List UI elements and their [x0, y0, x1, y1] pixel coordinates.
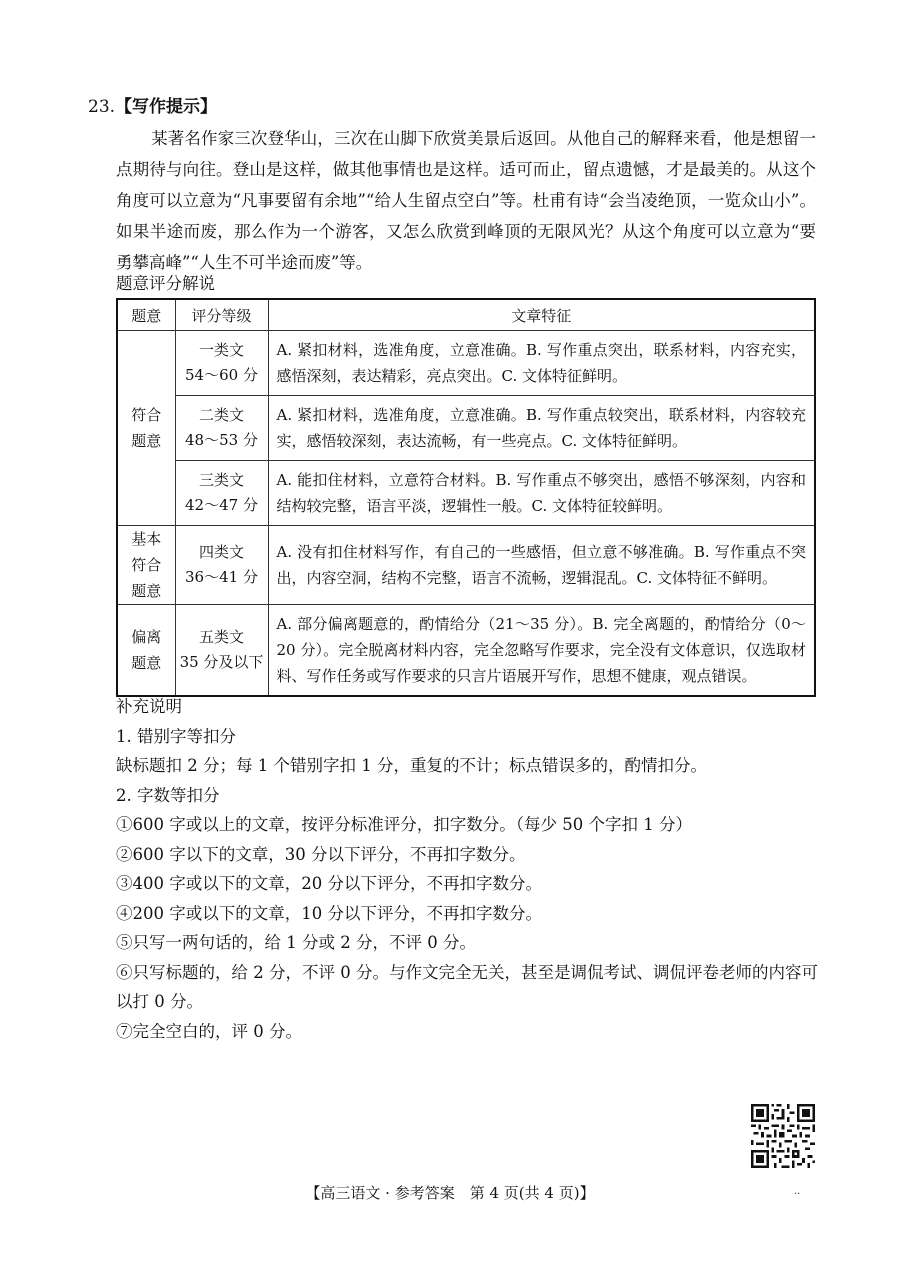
category-cell: [117, 526, 175, 605]
level-cell: [175, 396, 268, 461]
category-label: 偏离 题意: [131, 628, 162, 672]
category-label: 符合 题意: [131, 406, 162, 450]
table-row: [117, 461, 815, 526]
level-name: 五类文: [198, 628, 244, 646]
level-cell: [175, 461, 268, 526]
writing-hint-paragraph: [116, 123, 816, 278]
typo-deduction-text: 缺标题扣 2 分；每 1 个错别字扣 1 分，重复的不计；标点错误多的，酌情扣分。: [116, 756, 707, 775]
supplement-section: [116, 692, 828, 1046]
list-item: ②600 字以下的文章，30 分以下评分，不再扣字数分。: [116, 844, 526, 864]
feature-description: A. 没有扣住材料写作，有自己的一些感悟，但立意不够准确。B. 写作重点不突出，内容空洞，结构不完整，语言不流畅，逻辑混乱。C. 文体特征不鲜明。: [268, 526, 815, 605]
list-item: ③400 字或以下的文章，20 分以下评分，不再扣字数分。: [116, 874, 542, 893]
level-cell: [175, 331, 268, 396]
level-range: 35 分及以下: [179, 653, 264, 671]
level-name: 四类文: [198, 543, 244, 561]
table-row: [117, 605, 815, 697]
writing-hint-text: 某著名作家三次登华山，三次在山脚下欣赏美景后返回。从他自己的解释来看，他是想留一点期待与向往。登山是这样，做其他事情也是这样。适可而止，留点遗憾，才是最美的。从这个角度可以立意为“凡事要留有余地”“给人生留点空白”等。杜甫有诗“会当凌绝顶，一览众山小”。如果半途而废，那么作为一个游客，又怎么欣赏到峰顶的无限风光？从这个角度可以立意为“要勇攀高峰”“人生不可半途而废”等。: [116, 129, 816, 272]
level-cell: [175, 605, 268, 697]
table-row: [117, 526, 815, 605]
category-cell: [117, 331, 175, 526]
level-range: 36～41 分: [185, 568, 258, 586]
footer-mark: ..: [794, 1186, 801, 1197]
header-features: 文章特征: [268, 299, 815, 331]
qr-code: [751, 1104, 815, 1168]
list-item: ①600 字或以上的文章，按评分标准评分，扣字数分。（每少 50 个字扣 1 分）: [116, 815, 692, 834]
word-count-title: 2. 字数等扣分: [116, 785, 220, 805]
level-range: 54～60 分: [185, 366, 258, 384]
list-item: ④200 字或以下的文章，10 分以下评分，不再扣字数分。: [116, 903, 542, 923]
category-label: 基本 符合 题意: [131, 530, 162, 600]
feature-description: A. 紧扣材料，选准角度，立意准确。B. 写作重点突出，联系材料，内容充实，感悟深刻，表达精彩，亮点突出。C. 文体特征鲜明。: [268, 331, 815, 396]
list-item: ⑦完全空白的，评 0 分。: [116, 1021, 302, 1041]
header-topic: 题意: [117, 299, 175, 331]
grading-table: [116, 298, 816, 697]
level-range: 48～53 分: [185, 431, 258, 449]
table-row: [117, 331, 815, 396]
level-cell: [175, 526, 268, 605]
table-row: [117, 396, 815, 461]
feature-description: A. 部分偏离题意的，酌情给分（21～35 分）。B. 完全离题的，酌情给分（0～20 分）。完全脱离材料内容，完全忽略写作要求，完全没有文体意识，仅选取材料、写作任务或写作要求的只言片语展开写作，思想不健康，观点错误。: [268, 605, 815, 697]
level-name: 一类文: [198, 341, 244, 359]
feature-description: A. 紧扣材料，选准角度，立意准确。B. 写作重点较突出，联系材料，内容较充实，感悟较深刻，表达流畅，有一些亮点。C. 文体特征鲜明。: [268, 396, 815, 461]
question-title: 【写作提示】: [115, 97, 218, 117]
scoring-title: 题意评分解说: [116, 274, 215, 293]
list-item: ⑤只写一两句话的，给 1 分或 2 分，不评 0 分。: [116, 933, 476, 952]
level-range: 42～47 分: [185, 496, 258, 514]
table-header-row: [117, 299, 815, 331]
level-name: 三类文: [198, 471, 244, 489]
page-footer: 【高三语文 · 参考答案 第 4 页(共 4 页)】: [305, 1184, 595, 1202]
question-number: 23.: [88, 97, 116, 117]
question-heading: [88, 96, 217, 118]
header-grade: 评分等级: [175, 299, 268, 331]
supplement-title: 补充说明: [116, 697, 182, 716]
typo-deduction-title: 1. 错别字等扣分: [116, 726, 236, 746]
category-cell: [117, 605, 175, 697]
feature-description: A. 能扣住材料，立意符合材料。B. 写作重点不够突出，感悟不够深刻，内容和结构较完整，语言平淡，逻辑性一般。C. 文体特征较鲜明。: [268, 461, 815, 526]
list-item: ⑥只写标题的，给 2 分，不评 0 分。与作文完全无关，甚至是调侃考试、调侃评卷老师的内容可以打 0 分。: [116, 962, 818, 1011]
level-name: 二类文: [198, 406, 244, 424]
